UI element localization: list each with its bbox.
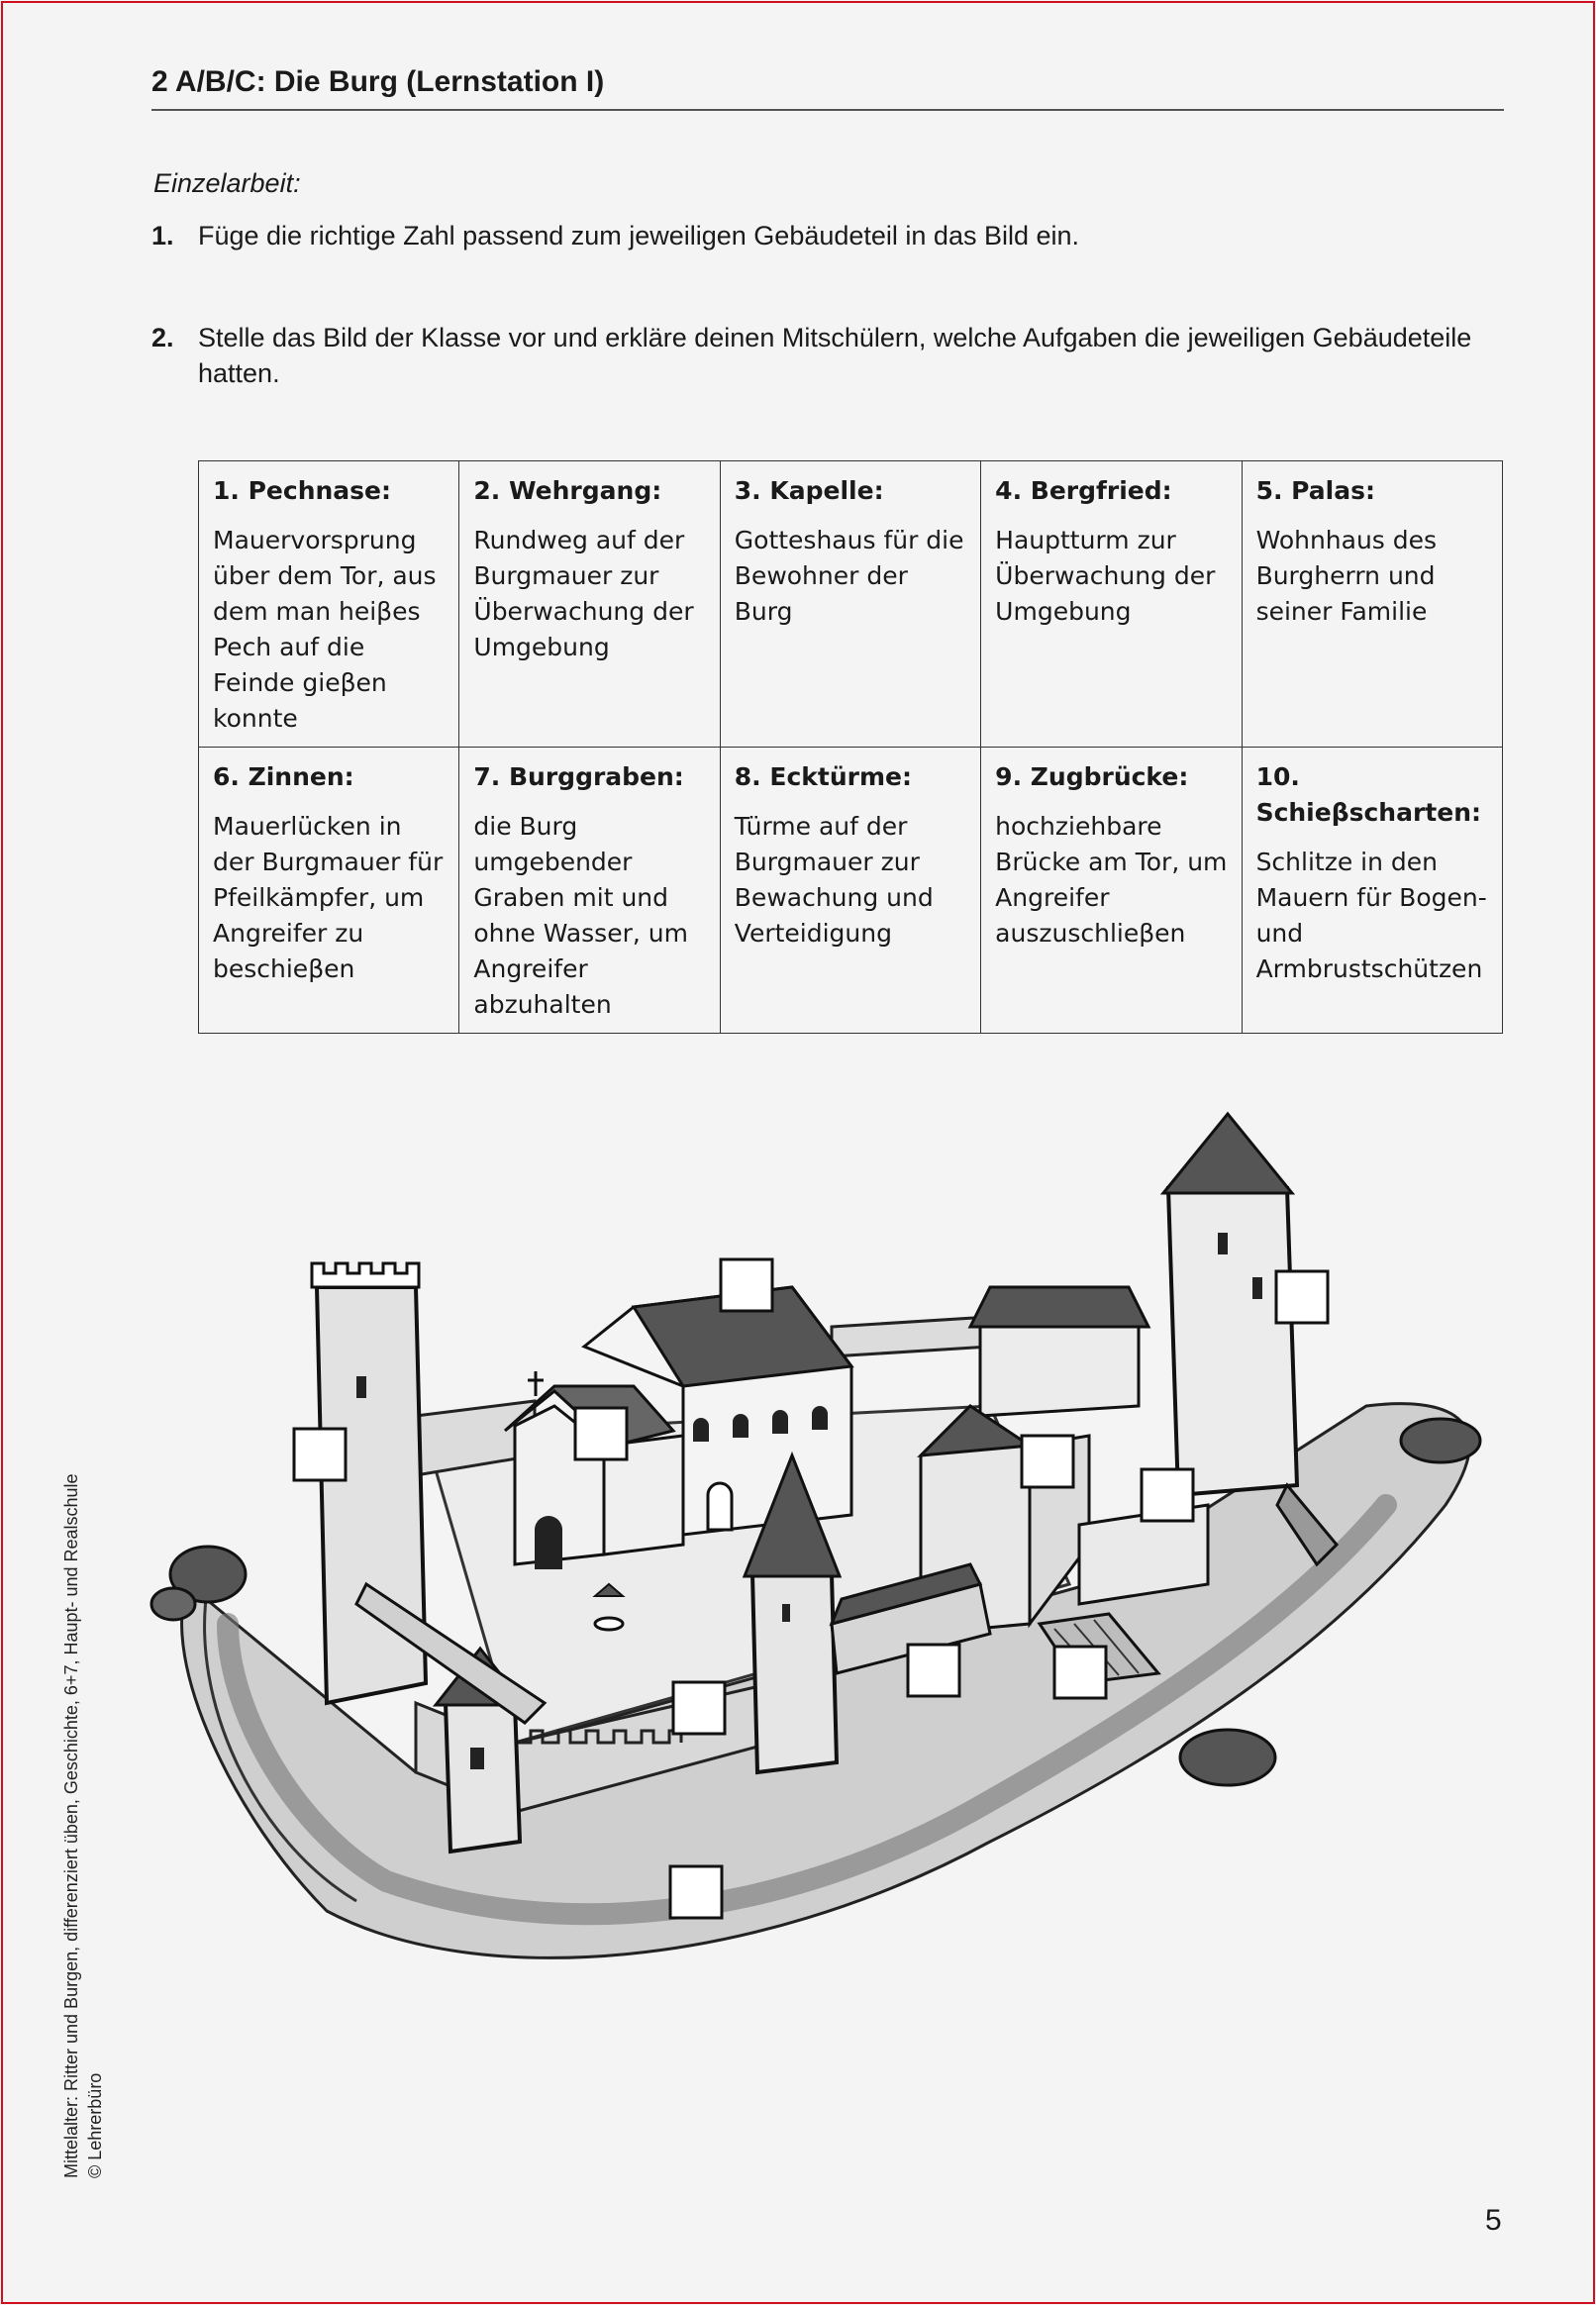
answer-box[interactable] bbox=[575, 1408, 627, 1459]
term-cell bbox=[199, 461, 459, 748]
term-description: Mauerlücken in der Burgmauer für Pfeilkämpfer, um Angreifer zu beschieβen bbox=[213, 812, 444, 983]
term-description: Schlitze in den Mauern für Bogen- und Armbrustschützen bbox=[1255, 848, 1487, 983]
source-line: Mittelalter: Ritter und Burgen, differenziert üben, Geschichte, 6+7, Haupt- und Realschule bbox=[61, 1473, 81, 2178]
term-cell bbox=[981, 748, 1242, 1034]
answer-box[interactable] bbox=[1276, 1271, 1328, 1323]
term-label: 10. Schieβscharten: bbox=[1255, 762, 1482, 827]
term-label: 8. Ecktürme: bbox=[734, 762, 912, 791]
term-cell bbox=[1242, 461, 1502, 748]
castle-illustration bbox=[0, 1079, 1596, 2010]
term-cell bbox=[459, 748, 720, 1034]
answer-box[interactable] bbox=[1054, 1647, 1106, 1698]
term-description: Hauptturm zur Überwachung der Umgebung bbox=[995, 526, 1216, 626]
answer-box[interactable] bbox=[721, 1259, 772, 1311]
answer-box[interactable] bbox=[1142, 1469, 1193, 1521]
term-description: hochziehbare Brücke am Tor, um Angreifer auszuschlieβen bbox=[995, 812, 1228, 948]
task-2 bbox=[151, 320, 1485, 391]
term-label: 6. Zinnen: bbox=[213, 762, 354, 791]
task-1 bbox=[151, 218, 1485, 253]
term-description: Türme auf der Burgmauer zur Bewachung und Verteidigung bbox=[734, 812, 934, 948]
term-cell bbox=[459, 461, 720, 748]
term-cell bbox=[981, 461, 1242, 748]
term-label: 2. Wehrgang: bbox=[473, 476, 662, 505]
task-text: Füge die richtige Zahl passend zum jeweiligen Gebäudeteil in das Bild ein. bbox=[198, 221, 1080, 251]
term-cell bbox=[199, 748, 459, 1034]
term-label: 4. Bergfried: bbox=[995, 476, 1172, 505]
term-description: Wohnhaus des Burgherrn und seiner Familie bbox=[1255, 526, 1438, 626]
page-number: 5 bbox=[1485, 2204, 1502, 2237]
copyright-line: © Lehrerbüro bbox=[85, 2072, 105, 2178]
answer-box[interactable] bbox=[1022, 1436, 1073, 1487]
task-number: 2. bbox=[151, 323, 174, 352]
task-text: Stelle das Bild der Klasse vor und erkläre deinen Mitschülern, welche Aufgaben die jeweiligen Gebäudeteile hatten. bbox=[198, 323, 1472, 388]
task-number: 1. bbox=[151, 221, 174, 251]
term-description: Mauervorsprung über dem Tor, aus dem man heiβes Pech auf die Feinde gieβen konnte bbox=[213, 526, 437, 733]
answer-box[interactable] bbox=[673, 1682, 725, 1734]
answer-box[interactable] bbox=[294, 1429, 346, 1480]
terms-row bbox=[199, 748, 1503, 1034]
terms-row bbox=[199, 461, 1503, 748]
answer-box[interactable] bbox=[908, 1645, 959, 1696]
work-mode-label: Einzelarbeit: bbox=[153, 168, 301, 198]
term-label: 7. Burggraben: bbox=[473, 762, 684, 791]
worksheet-title: 2 A/B/C: Die Burg (Lernstation I) bbox=[151, 65, 1504, 111]
term-description: die Burg umgebender Graben mit und ohne Wasser, um Angreifer abzuhalten bbox=[473, 812, 688, 1019]
term-label: 5. Palas: bbox=[1255, 476, 1375, 505]
term-cell bbox=[720, 748, 980, 1034]
term-label: 3. Kapelle: bbox=[734, 476, 884, 505]
term-description: Rundweg auf der Burgmauer zur Überwachung der Umgebung bbox=[473, 526, 694, 661]
term-label: 9. Zugbrücke: bbox=[995, 762, 1189, 791]
term-description: Gotteshaus für die Bewohner der Burg bbox=[734, 526, 964, 626]
term-cell bbox=[1242, 748, 1502, 1034]
copyright-sidebar bbox=[59, 1473, 107, 2178]
terms-table bbox=[198, 460, 1503, 1034]
term-label: 1. Pechnase: bbox=[213, 476, 391, 505]
answer-box[interactable] bbox=[670, 1866, 722, 1918]
term-cell bbox=[720, 461, 980, 748]
